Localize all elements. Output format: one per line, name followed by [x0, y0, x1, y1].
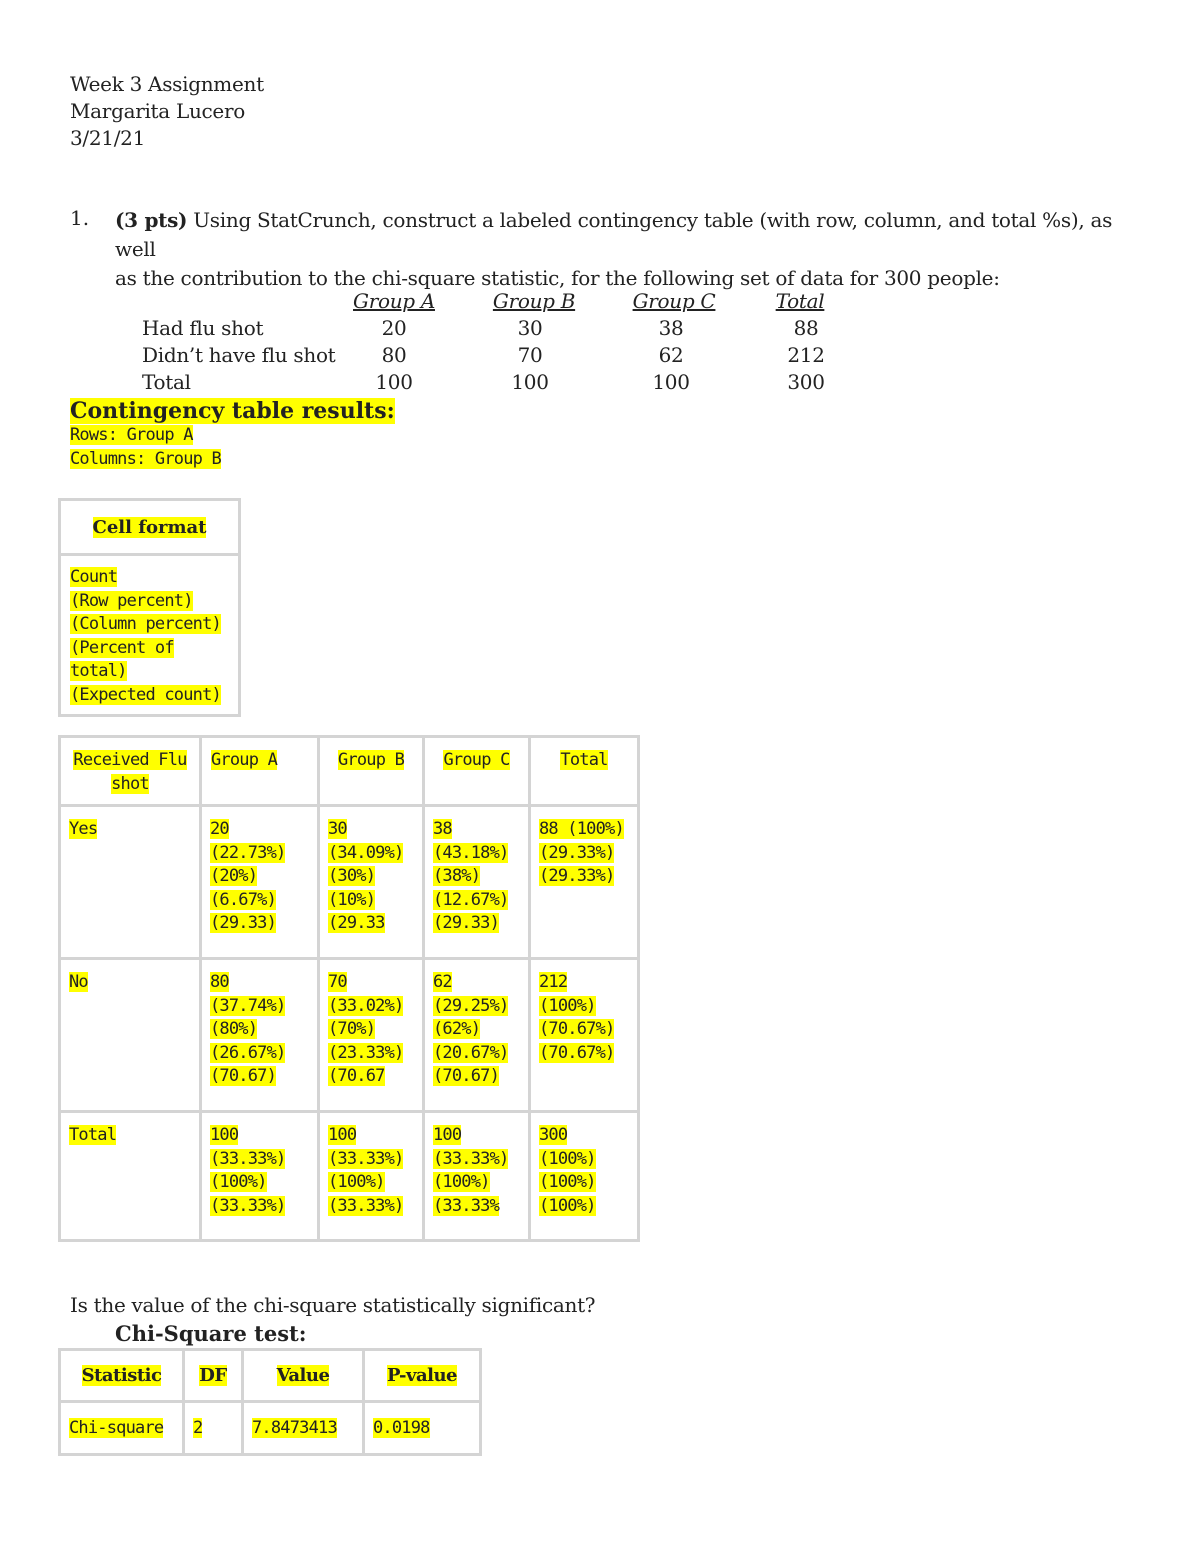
given-value: 38	[658, 316, 684, 340]
contingency-value-line: (100%)	[539, 1172, 596, 1192]
contingency-value-line: (29.33)	[210, 913, 277, 933]
given-value: 100	[375, 370, 413, 394]
contingency-value-line: (70.67)	[433, 1066, 500, 1086]
given-value: 100	[652, 370, 690, 394]
given-value: 80	[381, 343, 407, 367]
contingency-value-line: (33.33%)	[433, 1148, 509, 1169]
contingency-value-line: (33.33%)	[210, 1148, 286, 1169]
given-col-header: Group A	[353, 289, 435, 313]
results-columns-label: Columns: Group B	[70, 449, 221, 469]
cell-format-table	[58, 498, 241, 717]
contingency-row	[60, 806, 639, 959]
contingency-value-line: (33.33%)	[328, 1148, 404, 1169]
contingency-value-line: 100	[210, 1125, 239, 1145]
contingency-header-cell: Total	[530, 737, 639, 806]
cell-format-line: (Expected count)	[70, 684, 221, 705]
chi-value-cell: Chi-square	[60, 1402, 184, 1455]
contingency-value-line: (70.67)	[210, 1066, 277, 1086]
contingency-value-line: (23.33%)	[328, 1042, 404, 1063]
results-title: Contingency table results:	[70, 398, 395, 424]
contingency-value-line: (33.02%)	[328, 995, 404, 1016]
contingency-value-cell	[424, 1112, 530, 1241]
contingency-header-cell: Group A	[201, 737, 319, 806]
contingency-value-cell	[424, 806, 530, 959]
contingency-value-line: (20.67%)	[433, 1042, 509, 1063]
contingency-value-line: 30	[328, 819, 347, 839]
contingency-value-line: 300	[539, 1125, 568, 1145]
given-col-header: Group C	[632, 289, 716, 313]
contingency-value-cell	[530, 806, 639, 959]
results-rows-label: Rows: Group A	[70, 425, 193, 445]
contingency-value-line: (62%)	[433, 1019, 481, 1039]
contingency-value-line: (22.73%)	[210, 842, 286, 863]
contingency-row-label: No	[60, 959, 201, 1112]
contingency-value-line: (29.33)	[433, 913, 500, 933]
contingency-value-line: 38	[433, 819, 452, 839]
contingency-value-line: (29.33	[328, 913, 385, 933]
given-value: 88	[793, 316, 819, 340]
chi-header-cell: DF	[184, 1350, 243, 1402]
author-name: Margarita Lucero	[70, 99, 245, 123]
contingency-value-cell	[530, 1112, 639, 1241]
question-text	[115, 206, 1125, 293]
contingency-value-line: (29.33%)	[539, 842, 615, 863]
contingency-value-line: (29.25%)	[433, 995, 509, 1016]
contingency-header-cell: Group B	[319, 737, 424, 806]
question-text-line2: as the contribution to the chi-square statistic, for the following set of data for 300 people:	[115, 266, 1000, 290]
chi-header-cell: Statistic	[60, 1350, 184, 1402]
given-value: 70	[517, 343, 543, 367]
contingency-value-line: (37.74%)	[210, 995, 286, 1016]
contingency-value-line: 20	[210, 819, 229, 839]
contingency-value-line: 100	[328, 1125, 357, 1145]
contingency-value-cell	[201, 959, 319, 1112]
cell-format-line: (Column percent)	[70, 614, 221, 634]
chi-header-cell: P-value	[364, 1350, 481, 1402]
contingency-value-line: (30%)	[328, 866, 376, 886]
contingency-value-cell	[424, 959, 530, 1112]
contingency-value-line: (33.33%)	[328, 1195, 404, 1216]
contingency-value-line: (10%)	[328, 889, 376, 910]
contingency-value-line: 80	[210, 972, 229, 992]
given-col-header: Group B	[492, 289, 576, 313]
question2-text: Is the value of the chi-square statistically significant?	[70, 1293, 596, 1317]
assignment-date: 3/21/21	[70, 126, 145, 150]
contingency-value-line: (100%)	[210, 1172, 267, 1192]
contingency-value-line: (70.67%)	[539, 1042, 615, 1063]
contingency-table	[58, 735, 640, 1242]
contingency-value-line: (33.33%	[433, 1195, 500, 1216]
question-points: (3 pts)	[115, 208, 188, 232]
given-value: 20	[381, 316, 407, 340]
cell-format-line: Count	[70, 567, 118, 587]
contingency-value-cell	[201, 806, 319, 959]
given-value: 30	[517, 316, 543, 340]
contingency-value-line: (29.33%)	[539, 866, 615, 886]
contingency-value-cell	[530, 959, 639, 1112]
contingency-value-line: (38%)	[433, 866, 481, 886]
chi-value-cell: 2	[184, 1402, 243, 1455]
contingency-value-line: (70.67%)	[539, 1019, 615, 1039]
chi-square-title: Chi-Square test:	[115, 1321, 307, 1346]
contingency-row	[60, 959, 639, 1112]
contingency-value-line: (70.67	[328, 1066, 385, 1086]
contingency-value-line: (100%)	[539, 1195, 596, 1216]
contingency-value-line: 70	[328, 972, 347, 992]
contingency-row	[60, 1112, 639, 1241]
contingency-header-cell: Received Flu shot	[60, 737, 201, 806]
contingency-value-line: 212	[539, 972, 568, 992]
contingency-value-line: (100%)	[539, 1148, 596, 1169]
contingency-value-line: (12.67%)	[433, 889, 509, 910]
given-col-header: Total	[775, 289, 825, 313]
given-row-label: Didn’t have flu shot	[142, 343, 336, 367]
question-number: 1.	[70, 206, 90, 230]
contingency-value-line: 62	[433, 972, 452, 992]
contingency-value-line: (26.67%)	[210, 1042, 286, 1063]
contingency-header-cell: Group C	[424, 737, 530, 806]
contingency-row-label: Yes	[60, 806, 201, 959]
contingency-value-cell	[319, 1112, 424, 1241]
contingency-value-line: (80%)	[210, 1019, 258, 1039]
contingency-value-cell	[201, 1112, 319, 1241]
given-value: 212	[787, 343, 825, 367]
given-value: 62	[658, 343, 684, 367]
assignment-title: Week 3 Assignment	[70, 72, 264, 96]
contingency-value-cell	[319, 959, 424, 1112]
contingency-value-line: 100	[433, 1125, 462, 1145]
contingency-value-line: (100%)	[433, 1172, 490, 1192]
cell-format-header: Cell format	[60, 500, 240, 555]
contingency-value-line: (20%)	[210, 866, 258, 886]
given-row-label: Total	[142, 370, 191, 394]
chi-square-table	[58, 1348, 482, 1456]
contingency-value-line: (100%)	[328, 1172, 385, 1192]
question-text-line1: Using StatCrunch, construct a labeled contingency table (with row, column, and total %s), as well	[115, 208, 1113, 261]
cell-format-line: (Percent of total)	[70, 637, 174, 681]
given-value: 100	[511, 370, 549, 394]
contingency-value-cell	[319, 806, 424, 959]
chi-header-cell: Value	[243, 1350, 364, 1402]
contingency-value-line: 88 (100%)	[539, 819, 624, 839]
contingency-row-label: Total	[60, 1112, 201, 1241]
contingency-value-line: (34.09%)	[328, 842, 404, 863]
contingency-value-line: (33.33%)	[210, 1195, 286, 1216]
contingency-value-line: (6.67%)	[210, 889, 277, 910]
cell-format-line: (Row percent)	[70, 590, 193, 611]
cell-format-body	[60, 555, 240, 716]
given-value: 300	[787, 370, 825, 394]
contingency-value-line: (100%)	[539, 995, 596, 1016]
given-row-label: Had flu shot	[142, 316, 264, 340]
contingency-value-line: (70%)	[328, 1019, 376, 1039]
contingency-value-line: (43.18%)	[433, 842, 509, 863]
chi-value-cell: 7.8473413	[243, 1402, 364, 1455]
chi-value-cell: 0.0198	[364, 1402, 481, 1455]
